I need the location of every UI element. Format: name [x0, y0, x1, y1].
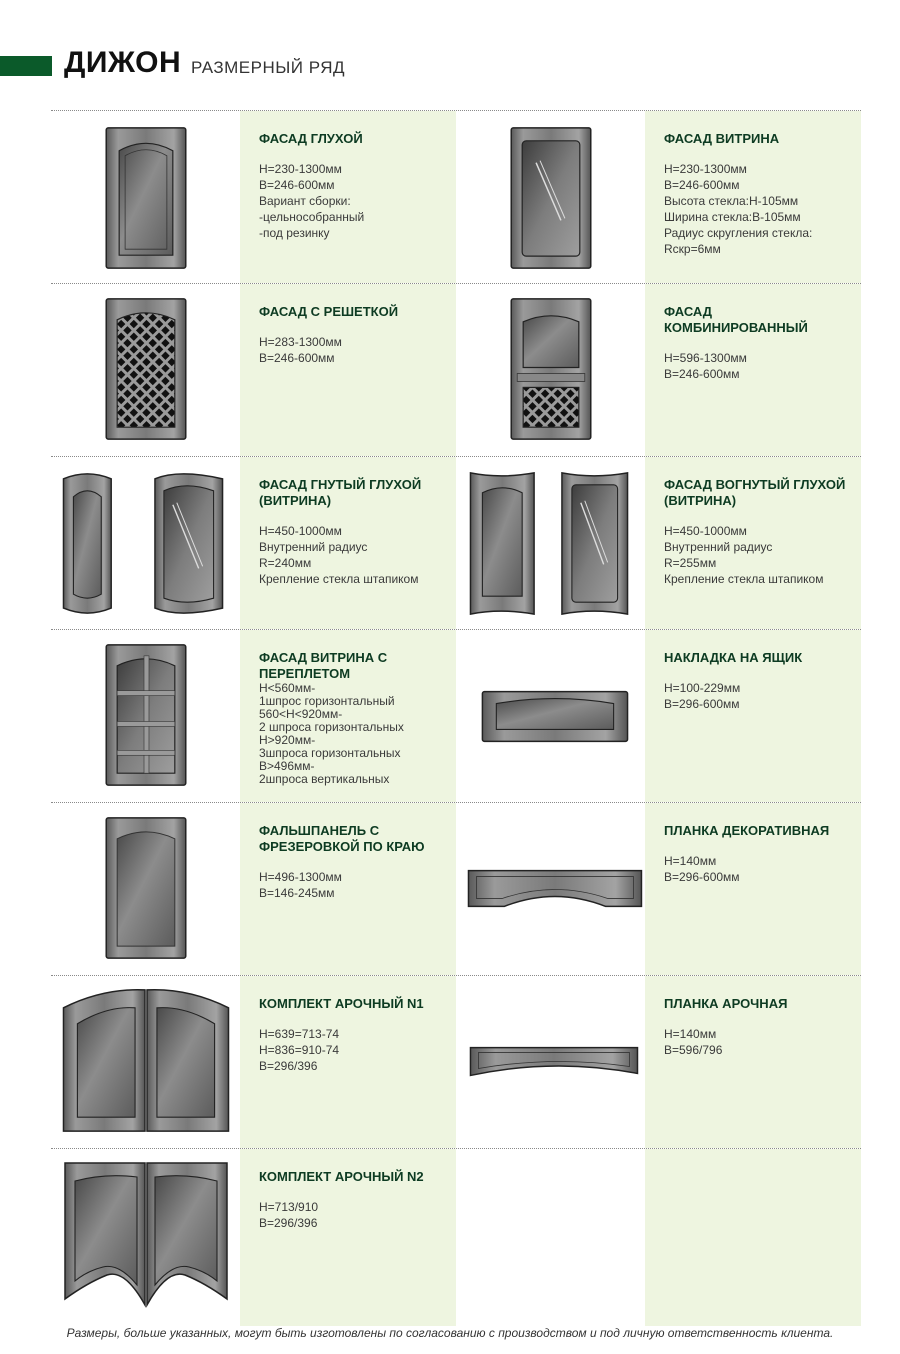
item-specs: Н=230-1300мм В=246-600мм Вариант сборки: -цельнособранный -под резинку	[259, 162, 365, 240]
lattice-facade-icon	[51, 284, 240, 456]
item-specs: Н=713/910 В=296/396	[259, 1200, 319, 1230]
item-title: ФАСАД ГЛУХОЙ	[259, 131, 363, 146]
item-image-cell	[51, 111, 240, 283]
item-specs: Н=450-1000мм Внутренний радиус R=240мм Крепление стекла штапиком	[259, 524, 419, 586]
item-image-cell	[456, 803, 645, 975]
item-specs: Н=283-1300мм В=246-600мм	[259, 335, 342, 365]
item-text-cell	[645, 1149, 861, 1326]
item-title: НАКЛАДКА НА ЯЩИК	[664, 650, 803, 665]
item-text-cell	[240, 1149, 456, 1326]
footer-note: Размеры, больше указанных, могут быть изготовлены по согласованию с производством и под личную ответственность клиента.	[66, 1326, 834, 1340]
item-title: ФАСАД ВОГНУТЫЙ ГЛУХОЙ (ВИТРИНА)	[664, 477, 846, 508]
item-text-cell	[240, 111, 456, 283]
item-title: ФАСАД ВИТРИНА С ПЕРЕПЛЕТОМ	[259, 650, 388, 681]
item-text-cell	[240, 803, 456, 975]
catalog-row	[51, 802, 861, 975]
item-image-cell	[51, 976, 240, 1148]
arch-set-2-icon	[51, 1149, 240, 1326]
item-title: ПЛАНКА ДЕКОРАТИВНАЯ	[664, 823, 830, 838]
bent-facade-icon	[51, 457, 240, 629]
item-text-cell	[240, 457, 456, 629]
mullion-facade-icon	[51, 630, 240, 802]
item-title: ФАЛЬШПАНЕЛЬ С ФРЕЗЕРОВКОЙ ПО КРАЮ	[259, 823, 425, 854]
item-title: ФАСАД С РЕШЕТКОЙ	[259, 304, 399, 319]
item-image-cell	[456, 111, 645, 283]
item-image-cell	[51, 284, 240, 456]
item-image-cell	[51, 457, 240, 629]
item-text-cell	[645, 976, 861, 1148]
page-header	[0, 44, 900, 88]
item-specs: Н=596-1300мм В=246-600мм	[664, 351, 747, 381]
item-title: ФАСАД ГНУТЫЙ ГЛУХОЙ (ВИТРИНА)	[259, 477, 422, 508]
catalog-row	[51, 1148, 861, 1326]
solid-facade-icon	[51, 111, 240, 283]
item-specs: Н=140мм В=296-600мм	[664, 854, 740, 884]
decorative-strip-icon	[456, 803, 645, 975]
item-specs: Н=450-1000мм Внутренний радиус R=255мм Крепление стекла штапиком	[664, 524, 824, 586]
item-specs: Н=140мм В=596/796	[664, 1027, 723, 1057]
item-title: ПЛАНКА АРОЧНАЯ	[664, 996, 788, 1011]
catalog-row	[51, 456, 861, 629]
item-text-cell	[240, 630, 456, 802]
catalog-grid	[51, 110, 861, 1326]
item-text-cell	[240, 284, 456, 456]
item-image-cell	[456, 457, 645, 629]
item-specs: Н=639=713-74 Н=836=910-74 В=296/396	[259, 1027, 340, 1073]
item-image-cell	[456, 630, 645, 802]
combined-facade-icon	[456, 284, 645, 456]
false-panel-icon	[51, 803, 240, 975]
item-title: КОМПЛЕКТ АРОЧНЫЙ N1	[259, 996, 424, 1011]
item-text-cell	[645, 284, 861, 456]
item-text-cell	[645, 457, 861, 629]
item-image-cell	[51, 1149, 240, 1326]
item-text-cell	[645, 803, 861, 975]
catalog-row	[51, 283, 861, 456]
item-image-cell	[456, 284, 645, 456]
item-text-cell	[240, 976, 456, 1148]
accent-bar	[0, 56, 52, 76]
brand-title: ДИЖОН	[64, 46, 182, 79]
drawer-overlay-icon	[456, 630, 645, 802]
catalog-row	[51, 629, 861, 802]
item-image-cell	[51, 803, 240, 975]
item-text-cell	[645, 630, 861, 802]
item-specs: Н=496-1300мм В=146-245мм	[259, 870, 342, 900]
concave-facade-icon	[456, 457, 645, 629]
item-text-cell	[645, 111, 861, 283]
item-title: ФАСАД ВИТРИНА	[664, 131, 780, 146]
page-subtitle: РАЗМЕРНЫЙ РЯД	[191, 58, 345, 77]
arch-strip-icon	[456, 976, 645, 1148]
item-specs: Н=100-229мм В=296-600мм	[664, 681, 741, 711]
item-image-cell	[456, 1149, 645, 1326]
item-image-cell	[456, 976, 645, 1148]
item-specs: Н<560мм- 1шпрос горизонтальный 560<Н<920мм- 2 шпроса горизонтальных Н>920мм- 3шпроса горизонтальных В>496мм- 2шпроса вертикальных	[259, 681, 404, 786]
catalog-row	[51, 975, 861, 1148]
item-title: КОМПЛЕКТ АРОЧНЫЙ N2	[259, 1169, 424, 1184]
item-image-cell	[51, 630, 240, 802]
catalog-row	[51, 110, 861, 283]
glass-facade-icon	[456, 111, 645, 283]
item-specs: Н=230-1300мм В=246-600мм Высота стекла:Н-105мм Ширина стекла:В-105мм Радиус скругления стекла: Rскр=6мм	[664, 162, 813, 256]
item-title: ФАСАД КОМБИНИРОВАННЫЙ	[664, 304, 808, 335]
arch-set-1-icon	[51, 976, 240, 1148]
